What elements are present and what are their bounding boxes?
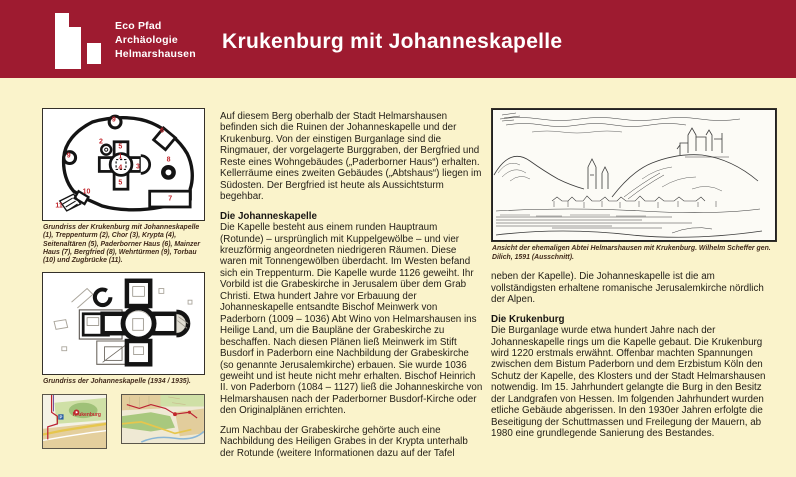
krukenburg-plan-drawing: [43, 109, 204, 220]
eco-pfad-logo: [55, 11, 205, 69]
plan-marker-4: 4: [118, 164, 123, 172]
plan-marker-9: 9: [111, 116, 116, 124]
location-map-overview: [121, 394, 205, 444]
location-map-detail: [42, 394, 107, 449]
logo-line-1: Eco Pfad: [115, 20, 162, 32]
page-title: Krukenburg mit Johanneskapelle: [222, 30, 563, 53]
svg-text:P: P: [59, 414, 63, 420]
section-heading-krukenburg: Die Krukenburg: [491, 313, 565, 325]
plan-marker-7: 7: [168, 195, 173, 203]
logo-text: [115, 20, 196, 62]
plan-marker-5: 5: [118, 143, 123, 151]
intro-paragraph: Auf diesem Berg oberhalb der Stadt Helmarshausen befinden sich die Ruinen der Johanneskapelle und der Krukenburg. Von der einstigen Burganlage sind die Ringmauer, der vorgelagerte Burggraben, der Bergfried und Reste eines Wohngebäudes („Paderborner Haus“) erhalten. Kellerräume eines zweiten Gebäudes („Abtshaus“) liegen im Südosten. Der Bergfried ist heute als Aussichtsturm begehbar.: [220, 111, 482, 203]
johanneskapelle-paragraph: Die Kapelle besteht aus einem runden Hauptraum (Rotunde) – ursprünglich mit Kuppelgewölbe – und vier kreuzförmig angeordneten niedrigeren Räumen. Diese waren mit Tonnengewölben überdacht. Im Westen befand sich ein Treppenturm. Die Kapelle wurde 1126 geweiht. Ihr Vorbild ist die Grabeskirche in Jerusalem über dem Grab Christi. Etwa hundert Jahre vor Erbauung der Johanneskapelle entsandte Bischof Meinwerk von Paderborn (1009 – 1036) Abt Wino von Helmarshausen ins Heilige Land, um die Baupläne der Grabeskirche zu beschaffen. Nach diesen Plänen ließ Meinwerk im Stift Busdorf in Paderborn eine Nachbildung der Grabeskirche (so genannte Jerusalemkirche) erbauen. Sie wurde 1036 geweiht und ist heute nicht mehr erhalten. Bischof Heinrich II. von Paderborn (1084 – 1127) ließ die Johanneskirche von Helmarshausen nach der Paderborner Busdorf-Kirche oder den Originalplänen errichten.: [220, 222, 483, 417]
plan-marker-2: 2: [99, 138, 103, 146]
overview-map-drawing: [122, 395, 204, 443]
map-place-label: Krukenburg: [72, 412, 101, 419]
johanneskapelle-plan-caption: Grundriss der Johanneskapelle (1934 / 1935).: [43, 378, 191, 386]
johanneskapelle-plan-drawing: [43, 273, 204, 374]
content-sheet: [0, 78, 796, 477]
header-band: [0, 0, 796, 78]
etching-caption: Ansicht der ehemaligen Abtei Helmarshausen mit Krukenburg. Wilhelm Scheffer gen. Dilich, 1591 (Ausschnitt).: [492, 245, 771, 261]
logo-line-3: Helmarshausen: [115, 47, 196, 60]
krukenburg-paragraph: Die Burganlage wurde etwa hundert Jahre nach der Johanneskapelle rings um die Kapelle gebaut. Die Krukenburg wird 1220 erstmals erwähnt. Offenbar machten Spannungen zwischen dem Bistum Paderborn und dem Erzbistum Köln den Schutz der Kapelle, des Klosters und der Stadt Helmarshausen notwendig. Im 15. Jahrhundert gelangte die Burg in den Besitz der Landgrafen von Hessen. Im folgenden Jahrhundert wurden etliche Gebäude abgerissen. In den 1930er Jahren erfolgte die Beseitigung der Schuttmassen und Freilegung der Mauern, ab 1980 eine grundlegende Sanierung des Bestandes.: [491, 325, 766, 440]
plan-marker-9: 9: [66, 152, 71, 160]
location-maps: [42, 394, 205, 449]
continuation-paragraph: neben der Kapelle). Die Johanneskapelle ist die am vollständigsten erhaltene romanische Jerusalemkirche nördlich der Alpen.: [491, 271, 764, 306]
grabeskirche-paragraph: Zum Nachbau der Grabeskirche gehörte auch eine Nachbildung des Heiligen Grabes in der Krypta unterhalb der Rotunde (weitere Informationen dazu auf der Tafel: [220, 424, 468, 459]
plan-marker-5: 5: [118, 179, 123, 187]
johanneskapelle-plan-figure: [42, 272, 205, 375]
dilich-etching-drawing: [492, 109, 776, 241]
section-heading-johanneskapelle: Die Johanneskapelle: [220, 210, 317, 222]
plan-marker-3: 3: [136, 163, 140, 171]
dilich-etching-figure: [491, 108, 777, 242]
plan-marker-11: 11: [55, 202, 63, 210]
helmarshausen-h-logo-icon: [55, 13, 103, 69]
detail-map-drawing: [43, 395, 106, 448]
plan-marker-10: 10: [82, 188, 91, 196]
plan-marker-6: 6: [160, 127, 165, 135]
logo-line-2: Archäologie: [115, 33, 178, 46]
plan-marker-8: 8: [166, 156, 171, 164]
plan-marker-1: 1: [118, 153, 123, 161]
krukenburg-plan-figure: [42, 108, 205, 221]
figure-column: [42, 108, 205, 449]
text-column-2: [491, 108, 777, 448]
text-column-1: [220, 111, 483, 467]
krukenburg-plan-caption: Grundriss der Krukenburg mit Johanneskapelle (1), Treppenturm (2), Chor (3), Krypta (4), Seitenaltären (5), Paderborner Haus (6), Mainzer Haus (7), Bergfried (8), Wehrtürmen (9), Torbau (10) und Zugbrücke (11).: [43, 224, 200, 265]
